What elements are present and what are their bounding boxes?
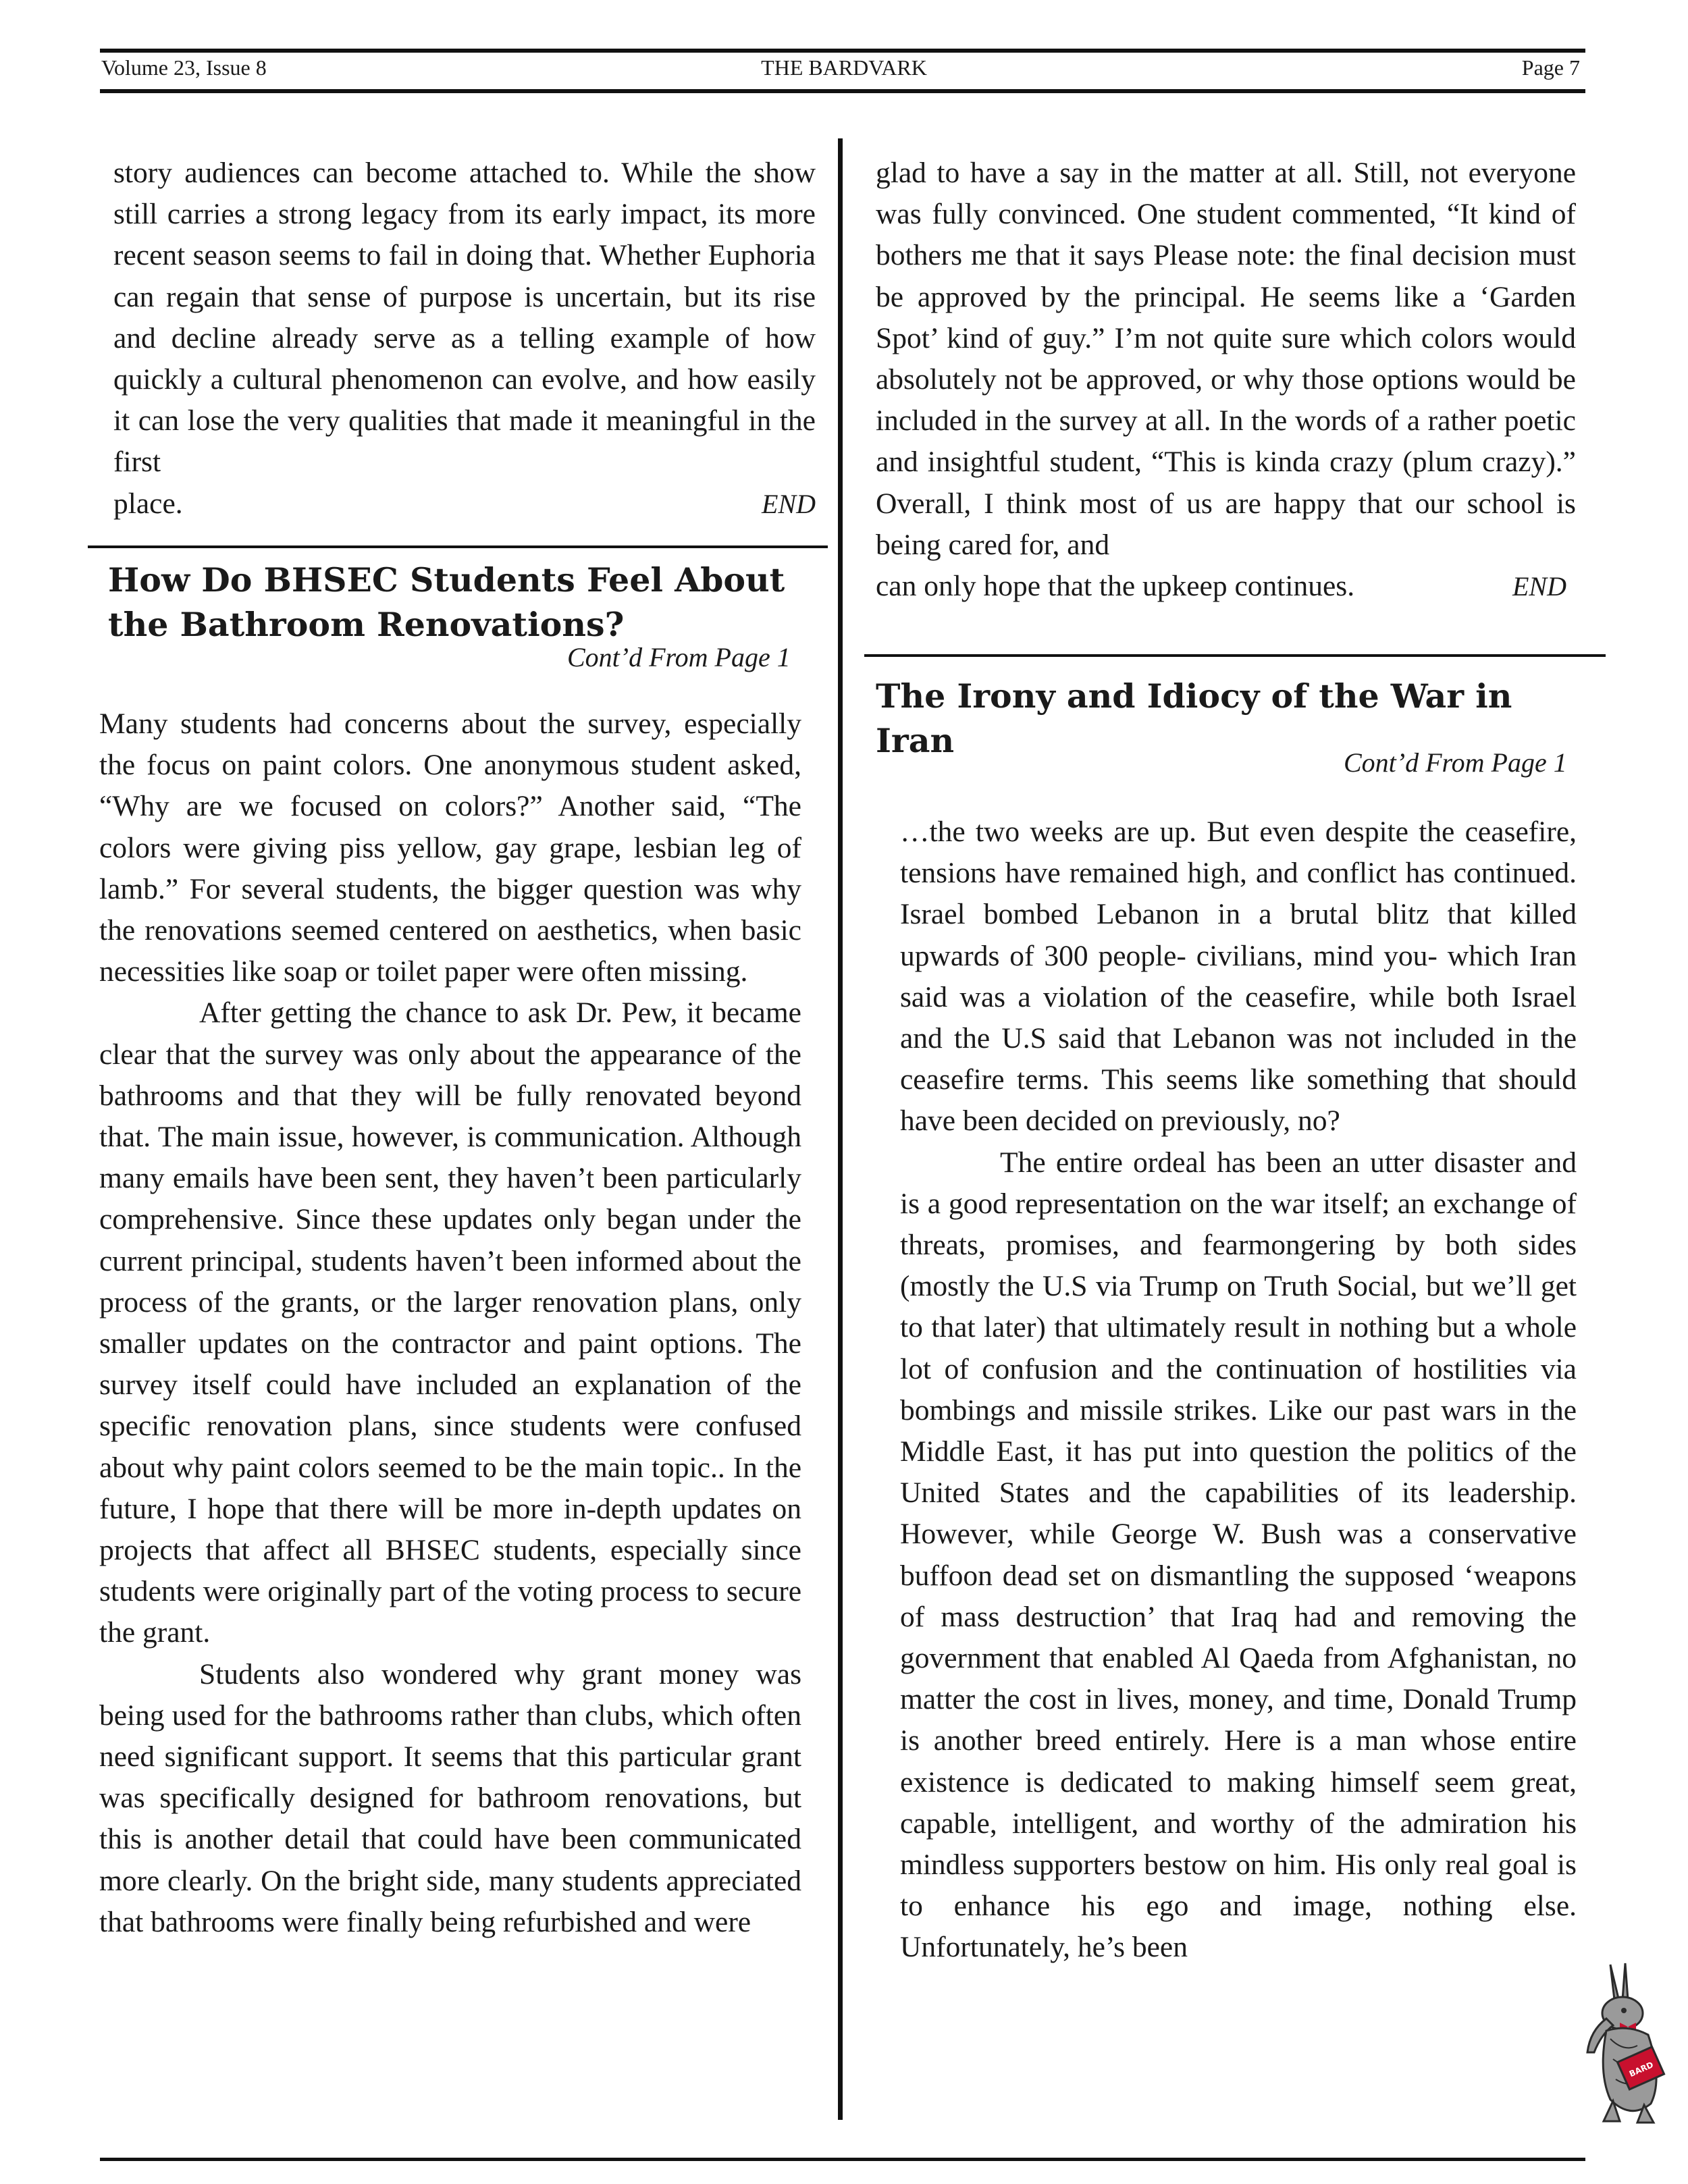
story-text: glad to have a say in the matter at all. Still, not everyone was fully convinced. One student commented, “It kind of bothers me that it says Please note: the final decision must be approved by the principal. He seems like a ‘Garden Spot’ kind of guy.” I’m not quite sure which colors would absolutely not be approved, or why those options would be included in the survey at all. In the words of a rather poetic and insightful student, “This is kinda crazy (plum crazy).” Overall, I think most of us are happy that our school is being cared for, and <box>876 157 1576 561</box>
footer-rule <box>100 2158 1585 2161</box>
paper-name: THE BARDVARK <box>761 55 927 80</box>
column-divider <box>838 138 843 2120</box>
war-article-body <box>900 811 1577 1969</box>
header-top-rule <box>100 49 1585 53</box>
svg-text:BARD: BARD <box>1627 2060 1655 2079</box>
header-bottom-rule <box>100 89 1585 93</box>
paragraph: Students also wondered why grant money was being used for the bathrooms rather than clubs, which often need significant support. It seems that this particular grant was specifically designed for bathroom renovations, but this is another detail that could have been communicated more clearly. On the bright side, many students appreciated that bathrooms were finally being refurbished and were <box>99 1657 801 1938</box>
bathroom-article-body <box>99 703 801 1943</box>
story-ending <box>876 566 1576 607</box>
paragraph: The entire ordeal has been an utter disaster and is a good representation on the war itself; an exchange of threats, promises, and fearmongering by both sides (mostly the U.S via Trump on Truth Social, but we’ll get to that later) that ultimately result in nothing but a whole lot of confusion and the continuation of hostilities via bombings and missile strikes. Like our past wars in the Middle East, it has put into question the politics of the United States and the capabilities of its leadership. However, while George W. Bush was a conservative buffoon dead set on dismantling the supposed ‘weapons of mass destruction’ that Iraq had and removing the government that enabled Al Qaeda from Afghanistan, no matter the cost in lives, money, and time, Donald Trump is another breed entirely. Here is a man whose entire existence is dedicated to making himself seem great, capable, intelligent, and worthy of the admiration his mindless supporters bestow on him. His only real goal is to enhance his ego and image, nothing else. Unfortunately, he’s been <box>900 1146 1577 1964</box>
story-text: story audiences can become attached to. While the show still carries a strong legacy from its early impact, its more recent season seems to fail in doing that. Whether Euphoria can regain that sense of purpose is uncertain, but its rise and decline already serve as a telling example of how quickly a cultural phenomenon can evolve, and how easily it can lose the very qualities that made it meaningful in the first <box>113 157 816 479</box>
headline-war-line-1: The Irony and Idiocy of the War in <box>876 676 1512 716</box>
section-divider-left <box>88 545 828 548</box>
paragraph: …the two weeks are up. But even despite the ceasefire, tensions have remained high, and conflict has continued. Israel bombed Lebanon in a brutal blitz that killed upwards of 300 people- civilians, mind you- which Iran said was a violation of the ceasefire, while both Israel and the U.S said that Lebanon was not included in the ceasefire terms. This seems like something that should have been decided on previously, no? <box>900 816 1577 1138</box>
paragraph: After getting the chance to ask Dr. Pew, it became clear that the survey was only about the appearance of the bathrooms and that they will be fully renovated beyond that. The main issue, however, is communication. Although many emails have been sent, they haven’t been particularly comprehensive. Since these updates only began under the current principal, students haven’t been informed about the process of the grants, or the larger renovation plans, only smaller updates on the contractor and paint options. The survey itself could have included an explanation of the specific renovation plans, since students were confused about why paint colors seemed to be the main topic.. In the future, I hope that there will be more in-depth updates on projects that affect all BHSEC students, especially since students were originally part of the voting process to secure the grant. <box>99 996 801 1649</box>
paragraph: Many students had concerns about the survey, especially the focus on paint colors. One anonymous student asked, “Why are we focused on colors?” Another said, “The colors were giving piss yellow, gay grape, lesbian leg of lamb.” For several students, the bigger question was why the renovations seemed centered on aesthetics, when basic necessities like soap or toilet paper were often missing. <box>99 708 801 988</box>
story-last-line: can only hope that the upkeep continues. <box>876 570 1355 603</box>
page-number: Page 7 <box>1521 55 1580 80</box>
right-continued-story <box>876 153 1576 607</box>
story-last-word: place. <box>113 487 183 520</box>
headline-war-line-2: Iran <box>876 721 955 760</box>
volume-issue: Volume 23, Issue 8 <box>101 55 267 80</box>
end-mark: END <box>762 488 816 519</box>
aardvark-mascot-icon <box>1583 1951 1671 2130</box>
story-ending <box>113 483 816 525</box>
contd-from-page-1: Cont’d From Page 1 <box>567 642 791 672</box>
contd-from-page-1: Cont’d From Page 1 <box>1344 747 1567 778</box>
section-divider-right <box>864 654 1606 657</box>
headline-bathroom-line-2: the Bathroom Renovations? <box>108 605 625 644</box>
end-mark: END <box>1512 571 1566 602</box>
headline-bathroom-line-1: How Do BHSEC Students Feel About <box>108 560 785 600</box>
left-continued-story <box>113 153 816 525</box>
